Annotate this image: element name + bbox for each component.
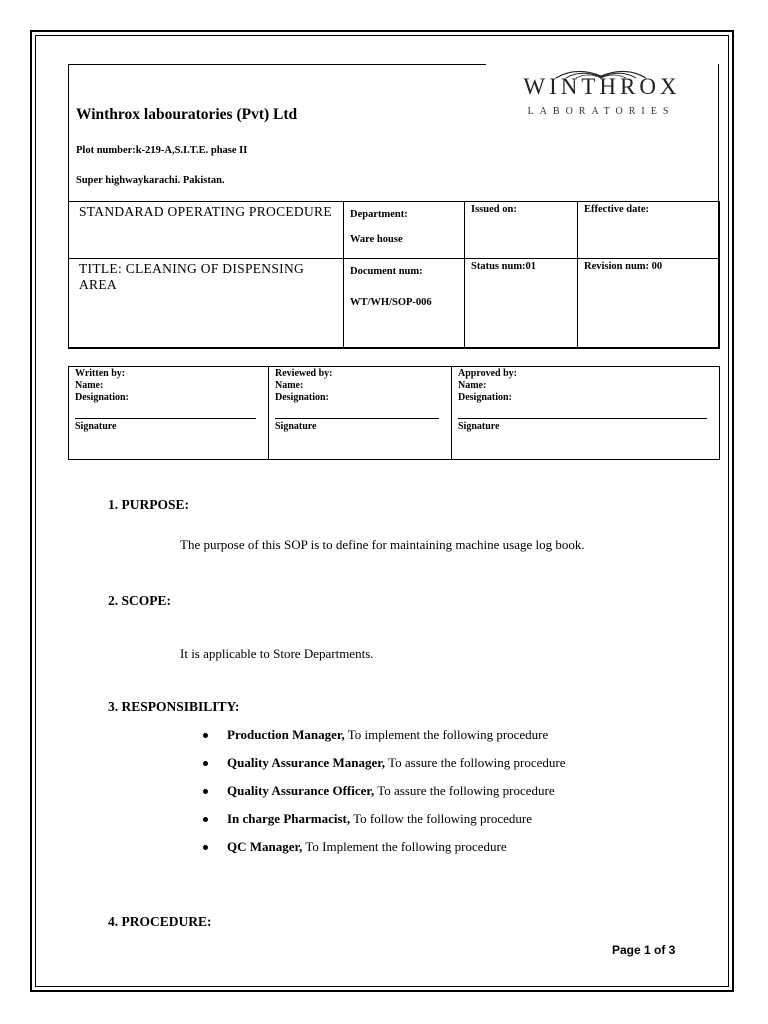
responsibility-heading: 3. RESPONSIBILITY: — [108, 699, 240, 714]
responsibility-text: To assure the following procedure — [385, 755, 566, 770]
company-name: Winthrox labouratories (Pvt) Ltd — [76, 106, 298, 123]
meta-row-2 — [69, 259, 720, 349]
written-by-designation-label: Designation: — [75, 392, 129, 403]
reviewed-by-signature-label: Signature — [275, 421, 317, 432]
company-address-line2: Super highwaykarachi. Pakistan. — [76, 175, 225, 186]
approved-by-designation-label: Designation: — [458, 392, 512, 403]
approval-table — [68, 366, 720, 460]
department-value: Ware house — [350, 234, 403, 245]
procedure-heading: 4. PROCEDURE: — [108, 914, 212, 929]
approved-by-label: Approved by: — [458, 368, 517, 379]
list-item — [202, 811, 566, 839]
responsibility-text: To Implement the following procedure — [302, 839, 507, 854]
scope-heading: 2. SCOPE: — [108, 593, 172, 608]
purpose-heading: 1. PURPOSE: — [108, 497, 189, 512]
written-by-label: Written by: — [75, 368, 126, 379]
issued-on-cell: Issued on: — [465, 202, 578, 259]
responsibility-role: Quality Assurance Manager, — [227, 755, 386, 770]
department-cell — [344, 202, 465, 259]
responsibility-text: To assure the following procedure — [374, 783, 555, 798]
approved-by-signature-label: Signature — [458, 421, 500, 432]
effective-date-cell: Effective date: — [578, 202, 720, 259]
company-address-line1: Plot number:k-219-A,S.I.T.E. phase II — [76, 145, 248, 156]
approved-by-name-label: Name: — [458, 380, 487, 391]
revision-number-cell: Revision num: 00 — [578, 259, 720, 349]
approval-row — [69, 367, 720, 460]
reviewed-by-designation-label: Designation: — [275, 392, 329, 403]
sop-meta-table — [68, 201, 720, 349]
reviewed-by-cell — [269, 367, 452, 460]
status-number-cell: Status num:01 — [465, 259, 578, 349]
responsibility-role: Production Manager, — [227, 727, 345, 742]
list-item — [202, 755, 566, 783]
purpose-text: The purpose of this SOP is to define for maintaining machine usage log book. — [180, 537, 585, 552]
written-by-signature-line — [75, 418, 256, 419]
reviewed-by-name-label: Name: — [275, 380, 304, 391]
logo-subtitle: LABORATORIES — [527, 106, 675, 117]
responsibility-role: QC Manager, — [227, 839, 303, 854]
written-by-name-label: Name: — [75, 380, 104, 391]
sop-title-cell: TITLE: CLEANING OF DISPENSING AREA — [69, 259, 344, 349]
sop-type-cell: STANDARAD OPERATING PROCEDURE — [69, 202, 344, 259]
document-number-cell — [344, 259, 465, 349]
list-item — [202, 783, 566, 811]
responsibility-role: In charge Pharmacist, — [227, 811, 351, 826]
company-logo — [486, 60, 718, 130]
responsibility-list — [202, 727, 566, 867]
document-number-value: WT/WH/SOP-006 — [350, 297, 432, 308]
logo-wordmark: WINTHROX — [523, 74, 681, 99]
responsibility-text: To follow the following procedure — [350, 811, 533, 826]
page-number: Page 1 of 3 — [612, 943, 676, 957]
meta-row-1 — [69, 202, 720, 259]
department-label: Department: — [350, 209, 408, 220]
document-number-label: Document num: — [350, 266, 423, 277]
scope-text: It is applicable to Store Departments. — [180, 646, 374, 661]
list-item — [202, 727, 566, 755]
reviewed-by-signature-line — [275, 418, 439, 419]
written-by-cell — [69, 367, 269, 460]
responsibility-role: Quality Assurance Officer, — [227, 783, 375, 798]
approved-by-signature-line — [458, 418, 707, 419]
list-item — [202, 839, 566, 867]
reviewed-by-label: Reviewed by: — [275, 368, 333, 379]
written-by-signature-label: Signature — [75, 421, 117, 432]
responsibility-text: To implement the following procedure — [344, 727, 549, 742]
approved-by-cell — [452, 367, 720, 460]
